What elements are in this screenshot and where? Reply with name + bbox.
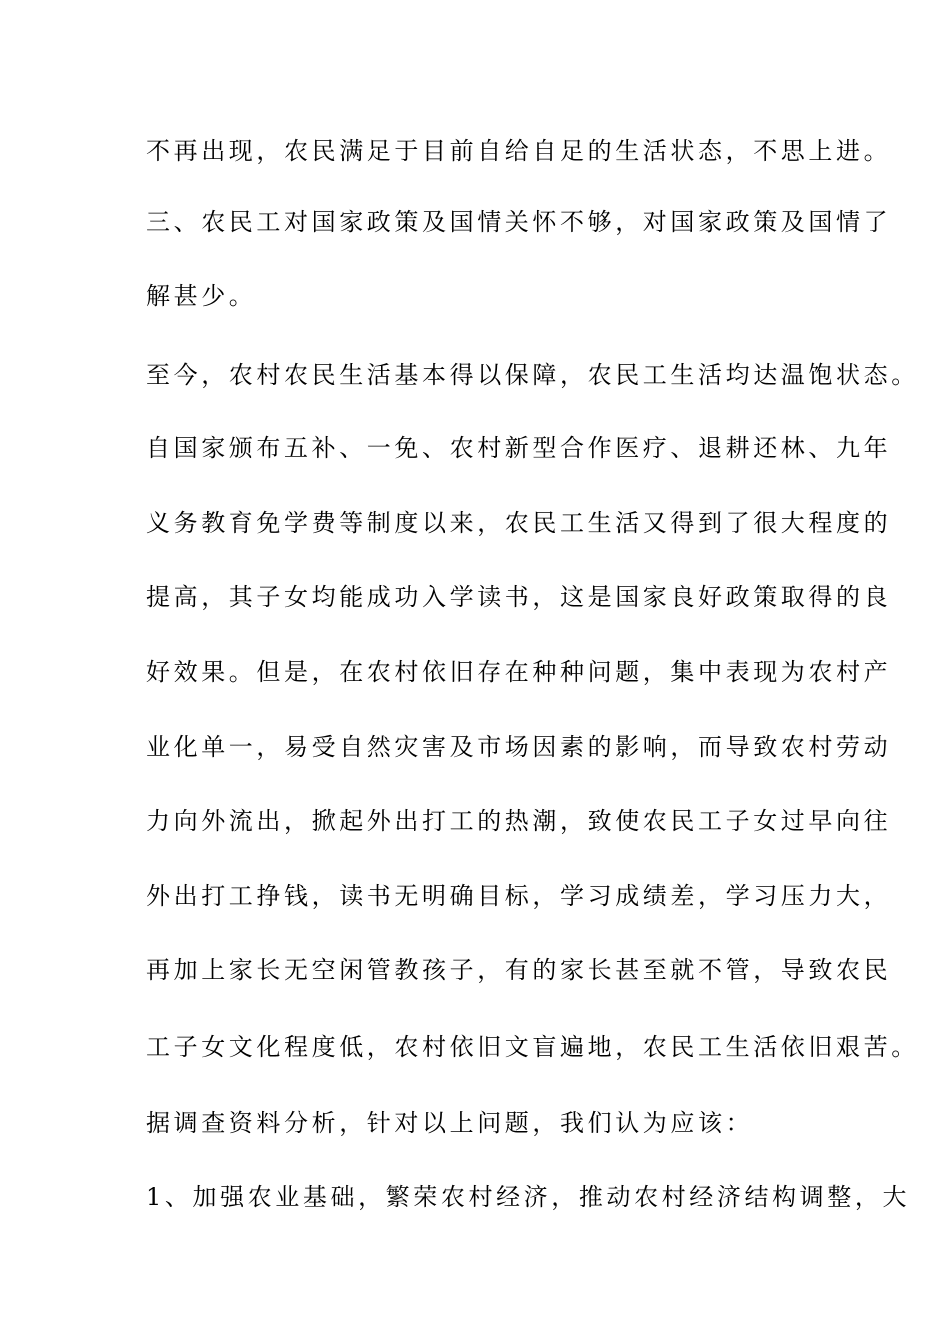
text-line: 再加上家长无空闲管教孩子，有的家长甚至就不管，导致农民 (146, 956, 892, 984)
text-line: 外出打工挣钱，读书无明确目标，学习成绩差，学习压力大， (146, 882, 892, 910)
text-line: 力向外流出，掀起外出打工的热潮，致使农民工子女过早向往 (146, 807, 892, 835)
text-line: 提高，其子女均能成功入学读书，这是国家良好政策取得的良 (146, 583, 892, 611)
text-line: 解甚少。 (146, 282, 257, 310)
text-line: 自国家颁布五补、一免、农村新型合作医疗、退耕还林、九年 (146, 434, 892, 462)
section-heading-line: 三、农民工对国家政策及国情关怀不够，对国家政策及国情了 (146, 208, 892, 236)
paragraph-start-line: 至今，农村农民生活基本得以保障，农民工生活均达温饱状态。 (146, 361, 919, 389)
text-line: 义务教育免学费等制度以来，农民工生活又得到了很大程度的 (146, 509, 892, 537)
list-item-line: 1、加强农业基础，繁荣农村经济，推动农村经济结构调整，大 (146, 1183, 911, 1211)
text-line: 业化单一，易受自然灾害及市场因素的影响，而导致农村劳动 (146, 733, 892, 761)
text-line: 不再出现，农民满足于目前自给自足的生活状态，不思上进。 (146, 137, 892, 165)
text-line: 据调查资料分析，针对以上问题，我们认为应该： (146, 1109, 754, 1137)
text-line: 工子女文化程度低，农村依旧文盲遍地，农民工生活依旧艰苦。 (146, 1033, 919, 1061)
text-line: 好效果。但是，在农村依旧存在种种问题，集中表现为农村产 (146, 658, 892, 686)
